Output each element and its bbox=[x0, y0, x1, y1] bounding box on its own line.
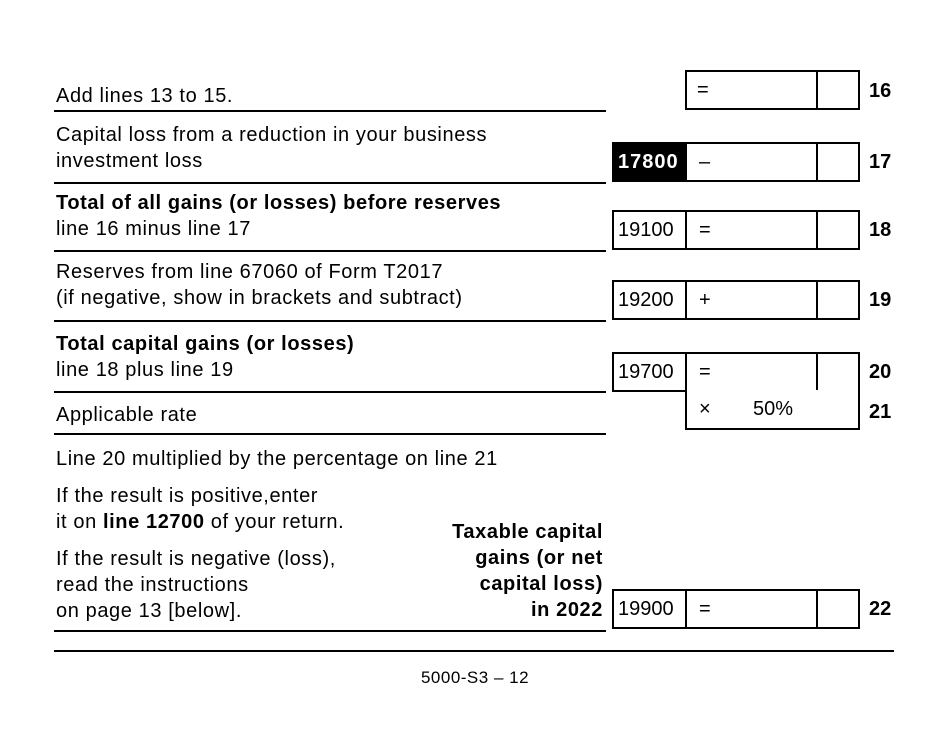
line-16-amount-field[interactable] bbox=[685, 70, 860, 110]
minus-sign: – bbox=[699, 151, 711, 173]
equals-sign: = bbox=[699, 219, 711, 241]
line-number-21: 21 bbox=[869, 401, 892, 423]
line-number-16: 16 bbox=[869, 80, 892, 102]
cents-divider bbox=[816, 212, 818, 248]
line-20-description: Total capital gains (or losses) line 18 plus line 19 bbox=[56, 333, 355, 381]
line-22-rule bbox=[54, 630, 606, 632]
line-code-19900: 19900 bbox=[612, 589, 686, 629]
cents-divider bbox=[816, 591, 818, 627]
cents-divider bbox=[816, 354, 818, 390]
line-code-19200: 19200 bbox=[612, 280, 686, 320]
line-code-19100: 19100 bbox=[612, 210, 686, 250]
line-18-amount-field[interactable] bbox=[685, 210, 860, 250]
applicable-rate-value: 50% bbox=[753, 398, 794, 420]
line-16-rule bbox=[54, 110, 606, 112]
cents-divider bbox=[816, 282, 818, 318]
line-18-rule bbox=[54, 250, 606, 252]
multiply-sign: × bbox=[699, 398, 711, 420]
line-17-amount-field[interactable] bbox=[685, 142, 860, 182]
cents-divider bbox=[816, 72, 818, 108]
equals-sign: = bbox=[699, 361, 711, 383]
line-20-rule bbox=[54, 391, 606, 393]
equals-sign: = bbox=[697, 79, 709, 101]
page-footer: 5000-S3 – 12 bbox=[420, 668, 530, 687]
line-number-20: 20 bbox=[869, 361, 892, 383]
line-22-intro: Line 20 multiplied by the percentage on line 21 bbox=[56, 448, 498, 470]
taxable-capital-gains-label: Taxable capital gains (or net capital loss) in 2022 bbox=[452, 521, 603, 621]
line-20-amount-field[interactable] bbox=[685, 352, 860, 392]
line-code-17800: 17800 bbox=[612, 142, 686, 182]
line-21-description: Applicable rate bbox=[56, 404, 198, 426]
plus-sign: + bbox=[699, 289, 711, 311]
line-number-19: 19 bbox=[869, 289, 892, 311]
line-number-18: 18 bbox=[869, 219, 892, 241]
footer-rule bbox=[54, 650, 894, 652]
cents-divider bbox=[816, 144, 818, 180]
line-19-amount-field[interactable] bbox=[685, 280, 860, 320]
equals-sign: = bbox=[699, 598, 711, 620]
line-21-rate-box bbox=[685, 390, 860, 430]
line-16-description: Add lines 13 to 15. bbox=[56, 85, 234, 107]
line-22-positive-instructions: If the result is positive,enter it on line 12700 of your return. bbox=[56, 485, 345, 533]
line-21-rule bbox=[54, 433, 606, 435]
line-19-description: Reserves from line 67060 of Form T2017 (if negative, show in brackets and subtract) bbox=[56, 261, 463, 309]
line-22-amount-field[interactable] bbox=[685, 589, 860, 629]
line-number-17: 17 bbox=[869, 151, 892, 173]
line-17-rule bbox=[54, 182, 606, 184]
line-17-description: Capital loss from a reduction in your business investment loss bbox=[56, 124, 488, 172]
line-number-22: 22 bbox=[869, 598, 892, 620]
line-18-description: Total of all gains (or losses) before reserves line 16 minus line 17 bbox=[56, 192, 502, 240]
line-19-rule bbox=[54, 320, 606, 322]
line-22-negative-instructions: If the result is negative (loss), read the instructions on page 13 [below]. bbox=[56, 548, 336, 622]
line-code-19700: 19700 bbox=[612, 352, 686, 392]
